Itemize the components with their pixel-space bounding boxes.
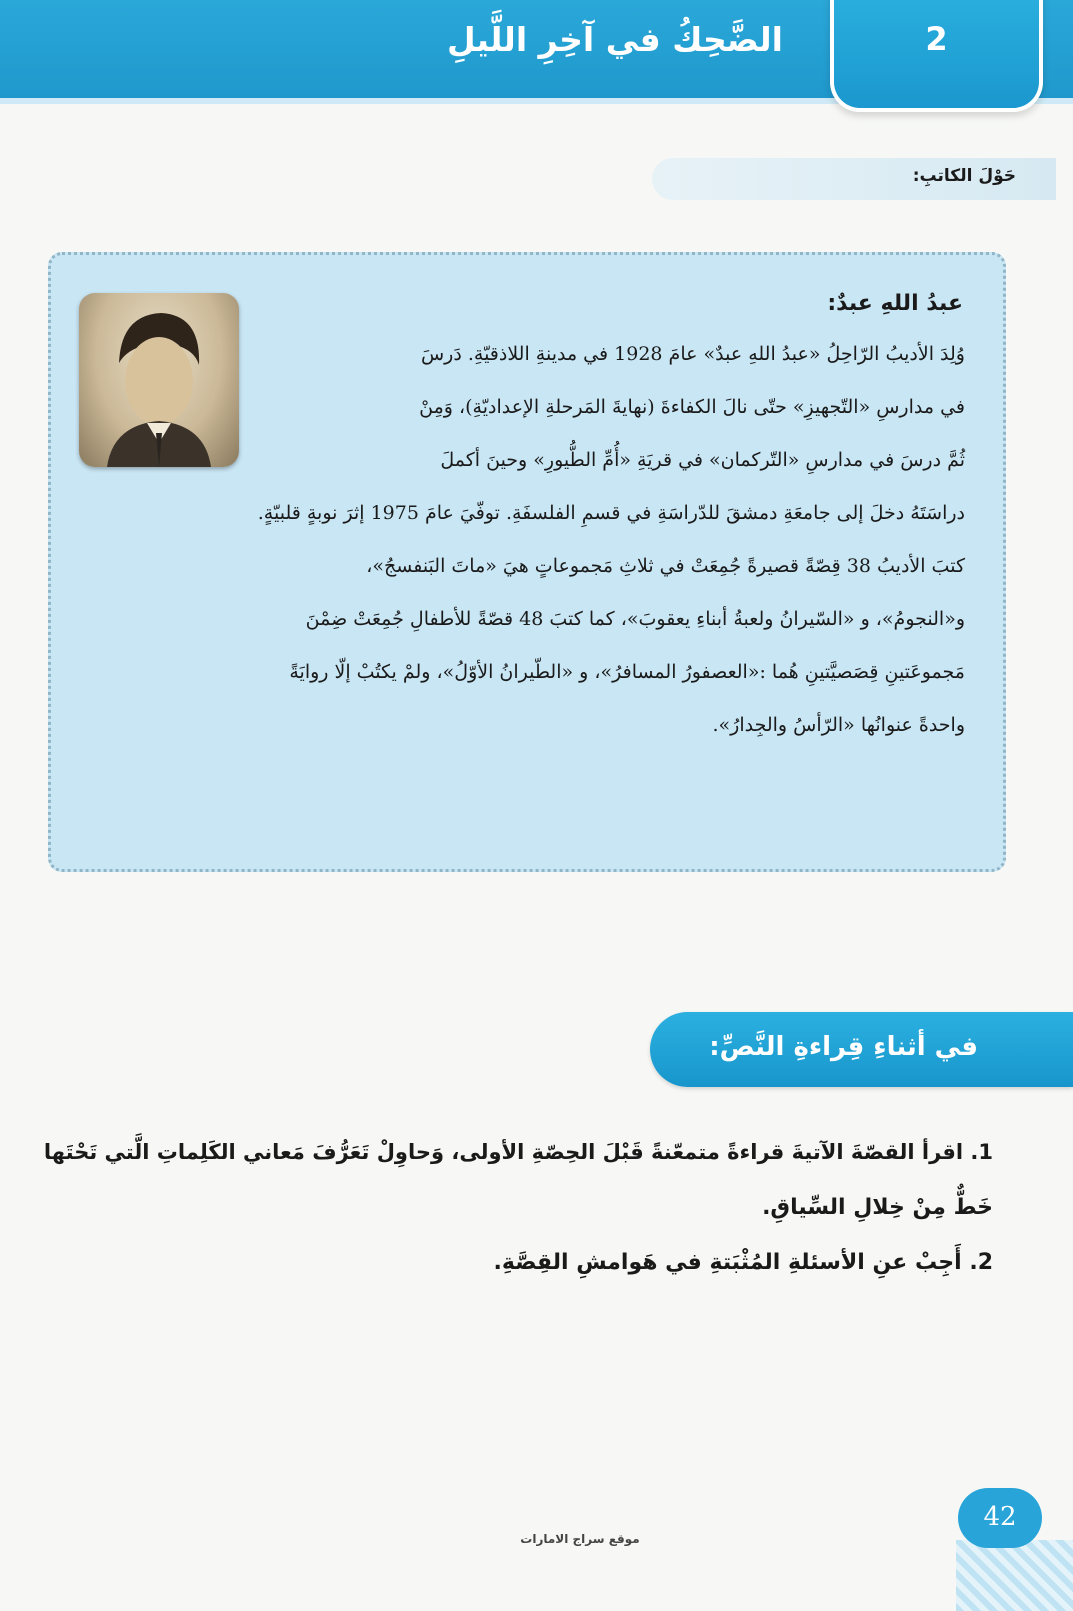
footer-site-name: موقع سراج الامارات [520,1532,640,1546]
bio-line-3: ثُمَّ درسَ في مدارسِ «التّركمان» في قريَةِ «أُمِّ الطُّيورِ» وحينَ أكملَ [440,449,965,471]
reading-banner [650,1012,1073,1087]
bio-line-7: مَجموعَتينِ قِصَصيَّتينِ هُما :«العصفورُ المسافرُ»، و «الطّيرانُ الأوّلُ»، ولمْ يكتُبْ إلّا روايَةً [289,661,965,683]
chapter-number: 2 [925,20,948,58]
instruction-1-continued: خَطٌّ مِنْ خِلالِ السِّياقِ. [762,1195,993,1220]
portrait-figure [79,293,239,467]
bio-line-4: دراسَتَهُ دخلَ إلى جامعَةِ دمشقَ للدّراسَةِ في قسمِ الفلسفَةِ. توفّيَ عامَ 1975 إثرَ نوبةٍ قلبيّةٍ. [257,502,965,524]
about-author-text: حَوْلَ الكاتبِ: [912,166,1016,186]
chapter-tab [830,0,1043,112]
bio-line-5: كتبَ الأديبُ 38 قِصّةً قصيرةً جُمِعَتْ في ثلاثِ مَجموعاتٍ هيَ «ماتَ البَنفسجُ»، [366,555,965,577]
page-number-badge [958,1488,1042,1548]
page-corner-decoration [956,1540,1073,1611]
instruction-1: 1. اقرأ القصّةَ الآتيةَ قراءةً متمعّنةً قَبْلَ الحِصّةِ الأولى، وَحاوِلْ تَعَرُّفَ مَعاني الكَلِماتِ الَّتي تَحْتَها [43,1140,993,1164]
bio-line-1: وُلِدَ الأديبُ الرّاحِلُ «عبدُ اللهِ عبدٌ» عامَ 1928 في مدينةِ اللاذقيّةِ. دَرسَ [420,343,965,365]
bio-line-8: واحدةً عنوانُها «الرّأسُ والجِدارُ». [712,714,965,736]
reading-banner-text: في أثناءِ قِراءةِ النَّصِّ: [709,1032,978,1062]
author-portrait [79,293,239,467]
bio-line-6: و«النجومُ»، و «السّيرانُ ولعبةُ أبناءِ يعقوبَ»، كما كتبَ 48 قصّةً للأطفالِ جُمِعَتْ ضِمْنَ [305,608,965,630]
author-bio-box [48,252,1006,872]
page-number: 42 [983,1502,1017,1532]
instruction-2: 2. أَجِبْ عنِ الأسئلةِ المُثْبَتةِ في هَوامشِ القِصَّةِ. [493,1250,993,1275]
author-name: عبدُ اللهِ عبدٌ: [827,291,963,316]
about-author-label [652,158,1056,200]
lesson-title: الضَّحِكُ في آخِرِ اللَّيلِ [447,20,783,59]
bio-line-2: في مدارسِ «التّجهيزِ» حتّى نالَ الكفاءةَ (نهايةَ المَرحلةِ الإعداديّةِ)، وَمِنْ [419,396,965,418]
